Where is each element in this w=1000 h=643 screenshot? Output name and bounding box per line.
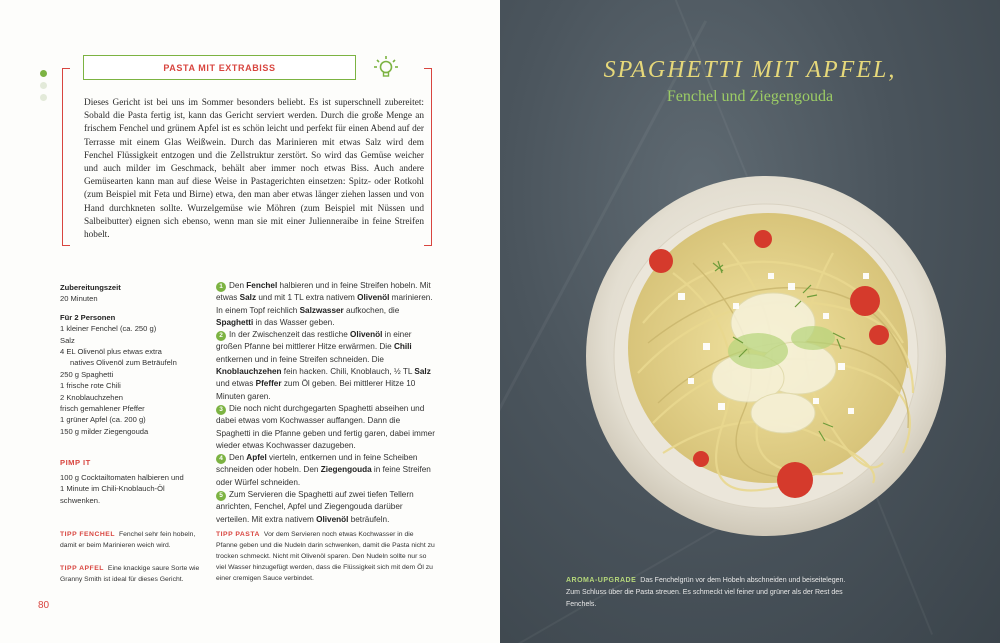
step-text: in einer großen Pfanne bei mittlerer Hitze erwärmen. Die — [216, 330, 412, 352]
step-number-badge: 5 — [216, 491, 226, 501]
progress-dot — [40, 82, 47, 89]
tip-fenchel — [60, 529, 205, 551]
ingredient-item: 250 g Spaghetti — [60, 369, 114, 379]
step-number-badge: 2 — [216, 331, 226, 341]
step-keyword: Spaghetti — [216, 317, 254, 327]
tip-apfel-text: Eine knackige saure Sorte wie Granny Smith ist ideal für dieses Gericht. — [60, 565, 200, 583]
step-text: in feine Streifen oder Würfel schneiden. — [216, 465, 431, 487]
ingredient-item: 4 EL Olivenöl plus etwas extra — [60, 347, 162, 357]
step-keyword: Olivenöl — [316, 514, 349, 524]
step-text: zum Öl geben. Bei mittlerer Hitze 10 Minuten garen. — [216, 379, 416, 401]
step-text: marinieren. In einem Topf reichlich — [216, 293, 433, 315]
step-keyword: Pfeffer — [255, 379, 282, 389]
step-keyword: Olivenöl — [350, 330, 383, 340]
pimp-it-line: 1 Minute im Chili-Knoblauch-Öl schwenken. — [60, 484, 165, 505]
step-keyword: Salz — [414, 367, 431, 377]
tip-pasta-text: Vor dem Servieren noch etwas Kochwasser in die Pfanne geben und die Nudeln darin schwenken, damit die Pasta nicht zu trocken schmeckt. Nicht mit Olivenöl sparen. Den Nudeln sollte nur so viel Wasser hinzugefügt werden, dass die Flüssigkeit sich mit dem Öl zu einer cremigen Sauce verbindet. — [216, 531, 435, 582]
tip-fenchel-text: Fenchel sehr fein hobeln, damit er beim Marinieren weich wird. — [60, 531, 196, 549]
ingredient-item: 1 kleiner Fenchel (ca. 250 g) — [60, 324, 157, 334]
step-keyword: Knoblauchzehen — [216, 367, 282, 377]
dish-title: SPAGHETTI MIT APFEL, — [603, 57, 897, 83]
step-keyword: Salzwasser — [299, 305, 344, 315]
recipe-step — [216, 280, 436, 329]
step-text: vierteln, entkernen und in feine Scheiben schneiden oder hobeln. Den — [216, 453, 418, 475]
steps-column — [216, 280, 436, 526]
step-text: Die noch nicht durchgegarten Spaghetti abseihen und dabei etwas vom Kochwasser auffangen. Dann die Spaghetti in die Pfanne geben und fertig garen, dabei immer wieder etwas Kochwasser dazugeben. — [216, 403, 435, 450]
aroma-upgrade-label: AROMA-UPGRADE — [566, 577, 637, 584]
intro-text: Dieses Gericht ist bei uns im Sommer besonders beliebt. Es ist superschnell zubereitet: Sobald die Pasta fertig ist, kann das Gericht serviert werden. Durch die große Menge an frischem Fenchel und grünem Apfel ist es schön leicht und perfekt für einen Abend auf der Terrasse mit einem Glas Weißwein. Durch das Marinieren mit etwas Salz wird dem Fenchel Flüssigkeit entzogen und die Zellstruktur zerstört. So wird das Gemüse weicher und auch milder im Geschmack, behält aber immer noch etwas Biss. Auch andere Gemüsearten kann man auf diese Weise in Pastagerichten einsetzen: Spitz- oder Rotkohl (zum Beispiel mit Feta und Birne) etwa, den man aber etwas länger ziehen lassen und von Hand durchkneten sollte. Wurzelgemüse wie Möhren (zum Beispiel mit Nüssen und Salbeibutter) eignen sich ebenso, wenn man sie mit einer Julienneraibe in feine Streifen hobelt. — [84, 98, 424, 241]
step-number-badge: 1 — [216, 282, 226, 292]
intro-bracket-left — [62, 68, 70, 246]
ingredient-item: natives Olivenöl zum Beträufeln — [70, 358, 177, 368]
step-text: und mit 1 TL extra nativem — [256, 293, 358, 303]
step-text: In der Zwischenzeit das restliche — [229, 330, 351, 340]
tip-fenchel-label: TIPP FENCHEL — [60, 531, 115, 538]
tip-apfel-label: TIPP APFEL — [60, 565, 104, 572]
progress-dot-active — [40, 70, 47, 77]
step-keyword: Fenchel — [246, 281, 278, 290]
aroma-upgrade — [566, 575, 846, 611]
intro-bracket-right — [424, 68, 432, 246]
step-text: entkernen und in feine Streifen schneiden. Die — [216, 354, 384, 364]
step-text: beträufeln. — [348, 514, 390, 524]
ingredient-item: 150 g milder Ziegengouda — [60, 426, 149, 436]
tip-apfel — [60, 563, 205, 585]
aroma-upgrade-text: Das Fenchelgrün vor dem Hobeln abschneiden und beiseitelegen. Zum Schluss über die Pasta streuen. Es schmeckt viel feiner und grüner als der Rest des Fenchels. — [566, 577, 846, 608]
recipe-step — [216, 489, 436, 526]
ingredient-item: frisch gemahlener Pfeffer — [60, 404, 145, 414]
step-number-badge: 4 — [216, 454, 226, 464]
step-keyword: Apfel — [246, 453, 267, 463]
prep-time-value: 20 Minuten — [60, 294, 98, 304]
box-title: PASTA MIT EXTRABISS — [83, 55, 356, 80]
step-text: und etwas — [216, 379, 256, 389]
ingredient-item: 1 frische rote Chili — [60, 381, 121, 391]
progress-dot — [40, 94, 47, 101]
step-text: Den — [229, 281, 247, 290]
pimp-it-label: PIMP IT — [60, 458, 91, 468]
ingredient-item: 1 grüner Apfel (ca. 200 g) — [60, 415, 146, 425]
ingredient-item: Salz — [60, 335, 75, 345]
pimp-it-line: 100 g Cocktailtomaten halbieren und — [60, 472, 184, 482]
ingredients-column — [60, 282, 205, 506]
step-text: in das Wasser geben. — [253, 317, 335, 327]
step-text: Den — [229, 453, 247, 463]
recipe-step — [216, 403, 436, 452]
step-keyword: Ziegengouda — [320, 465, 372, 475]
prep-time-label: Zubereitungszeit — [60, 283, 121, 292]
tip-pasta — [216, 529, 436, 584]
recipe-step — [216, 452, 436, 489]
step-keyword: Chili — [393, 342, 412, 352]
lightbulb-icon — [372, 54, 400, 82]
tip-pasta-label: TIPP PASTA — [216, 531, 260, 538]
step-text: Zum Servieren die Spaghetti auf zwei tiefen Tellern anrichten, Fenchel, Apfel und Ziegengouda darüber verteilen. Mit extra nativem — [216, 490, 414, 524]
pasta-plate-image — [583, 173, 949, 539]
step-text: fein hacken. Chili, Knoblauch, ½ TL — [281, 367, 415, 377]
recipe-step — [216, 329, 436, 403]
step-text: halbieren und in feine Streifen hobeln. Mit etwas — [216, 281, 431, 303]
step-number-badge: 3 — [216, 405, 226, 415]
step-keyword: Salz — [239, 293, 257, 303]
step-keyword: Olivenöl — [357, 293, 390, 303]
step-text: aufkochen, die — [343, 305, 400, 315]
page-number: 80 — [38, 600, 50, 611]
servings-label: Für 2 Personen — [60, 312, 116, 322]
ingredient-item: 2 Knoblauchzehen — [60, 392, 123, 402]
dish-subtitle: Fenchel und Ziegengouda — [666, 88, 834, 105]
